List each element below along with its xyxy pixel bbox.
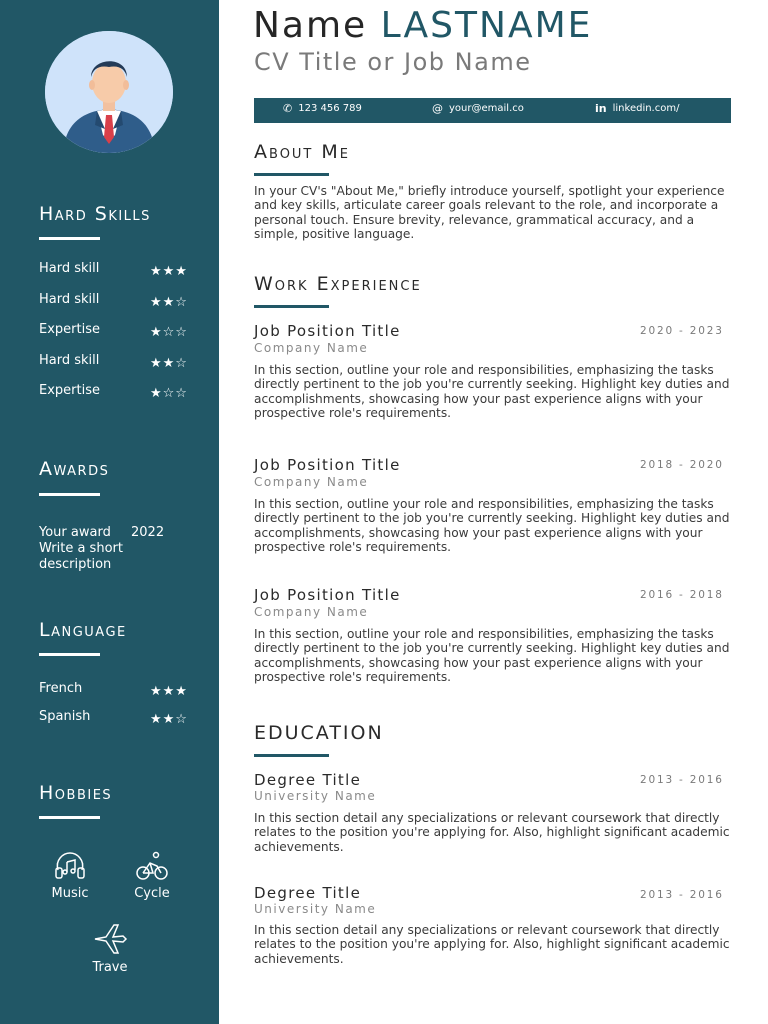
job-description: In this section, outline your role and responsibilities, emphasizing the tasks directly pertinent to the job you're currently seeking. Highlight key duties and accomplishments, showcasing how your past experience aligns with your prospective role's requirements. [254, 363, 730, 420]
hobbies-divider [39, 816, 100, 819]
university-name: University Name [254, 902, 377, 916]
skill-rating-stars: ★★☆ [150, 356, 188, 371]
education-dates: 2013 - 2016 [640, 774, 724, 786]
job-dates: 2020 - 2023 [640, 325, 724, 337]
skill-label: Expertise [39, 383, 100, 398]
education-description: In this section detail any specializations or relevant coursework that directly relates to the position you're applying for. Also, highlight significant academic achievements. [254, 811, 730, 854]
skill-label: Hard skill [39, 292, 100, 307]
cv-title: CV Title or Job Name [254, 48, 532, 76]
contact-bar [254, 98, 731, 123]
language-heading: Language [39, 619, 127, 641]
last-name: LASTNAME [380, 5, 593, 46]
skill-rating-stars: ★★★ [150, 264, 188, 279]
job-dates: 2018 - 2020 [640, 459, 724, 471]
job-description: In this section, outline your role and responsibilities, emphasizing the tasks directly pertinent to the job you're currently seeking. Highlight key duties and accomplishments, showcasing how your past experience aligns with your prospective role's requirements. [254, 627, 730, 684]
about-heading: About Me [254, 141, 351, 163]
skill-label: Hard skill [39, 353, 100, 368]
company-name: Company Name [254, 341, 369, 355]
bicycle-icon [135, 850, 169, 882]
avatar [45, 31, 173, 153]
award-description: description [39, 557, 112, 572]
language-label: French [39, 681, 83, 696]
language-label: Spanish [39, 709, 91, 724]
hobby-travel [70, 922, 150, 975]
language-rating-stars: ★★★ [150, 684, 188, 699]
education-divider [254, 754, 329, 757]
awards-heading: Awards [39, 458, 110, 480]
sidebar [0, 0, 219, 1024]
phone-text: 123 456 789 [298, 103, 362, 114]
hobby-label: Cycle [134, 886, 170, 901]
airplane-icon [92, 922, 128, 956]
contact-phone [283, 102, 362, 115]
hard-skills-divider [39, 237, 100, 240]
skill-rating-stars: ★☆☆ [150, 386, 188, 401]
hobby-label: Trave [92, 960, 128, 975]
education-description: In this section detail any specializations or relevant coursework that directly relates to the position you're applying for. Also, highlight significant academic achievements. [254, 923, 730, 966]
job-dates: 2016 - 2018 [640, 589, 724, 601]
hobby-cycle [112, 850, 192, 901]
contact-linkedin[interactable] [595, 102, 679, 115]
phone-icon: ✆ [283, 102, 293, 115]
work-divider [254, 305, 329, 308]
university-name: University Name [254, 789, 377, 803]
job-title: Job Position Title [254, 586, 401, 604]
education-dates: 2013 - 2016 [640, 889, 724, 901]
candidate-name [253, 5, 592, 46]
at-sign-icon: @ [432, 102, 443, 115]
skill-rating-stars: ★☆☆ [150, 325, 188, 340]
skill-label: Hard skill [39, 261, 100, 276]
music-icon [53, 850, 87, 882]
award-title: Your award [39, 525, 111, 540]
job-title: Job Position Title [254, 456, 401, 474]
award-description: Write a short [39, 541, 123, 556]
linkedin-icon: in [595, 102, 607, 115]
language-divider [39, 653, 100, 656]
first-name: Name [253, 5, 368, 46]
about-divider [254, 173, 329, 176]
hobby-label: Music [51, 886, 89, 901]
hobby-music [30, 850, 110, 901]
skill-label: Expertise [39, 322, 100, 337]
hard-skills-heading: Hard Skills [39, 203, 151, 225]
language-rating-stars: ★★☆ [150, 712, 188, 727]
job-title: Job Position Title [254, 322, 401, 340]
hobbies-heading: Hobbies [39, 782, 113, 804]
company-name: Company Name [254, 605, 369, 619]
degree-title: Degree Title [254, 884, 362, 902]
person-avatar-icon [45, 31, 173, 153]
about-text: In your CV's "About Me," briefly introduce yourself, spotlight your experience and key skills, articulate career goals relevant to the role, and incorporate a personal touch. Ensure brevity, relevance, grammatical accuracy, and a simple, positive language. [254, 184, 725, 241]
skill-rating-stars: ★★☆ [150, 295, 188, 310]
degree-title: Degree Title [254, 771, 362, 789]
awards-divider [39, 493, 100, 496]
contact-email[interactable] [432, 102, 524, 115]
work-heading: Work Experience [254, 273, 422, 295]
company-name: Company Name [254, 475, 369, 489]
linkedin-text[interactable]: linkedin.com/ [612, 103, 680, 114]
job-description: In this section, outline your role and responsibilities, emphasizing the tasks directly pertinent to the job you're currently seeking. Highlight key duties and accomplishments, showcasing how your past experience aligns with your prospective role's requirements. [254, 497, 730, 554]
education-heading: EDUCATION [254, 722, 384, 744]
award-year: 2022 [131, 525, 165, 540]
email-text[interactable]: your@email.co [449, 103, 524, 114]
